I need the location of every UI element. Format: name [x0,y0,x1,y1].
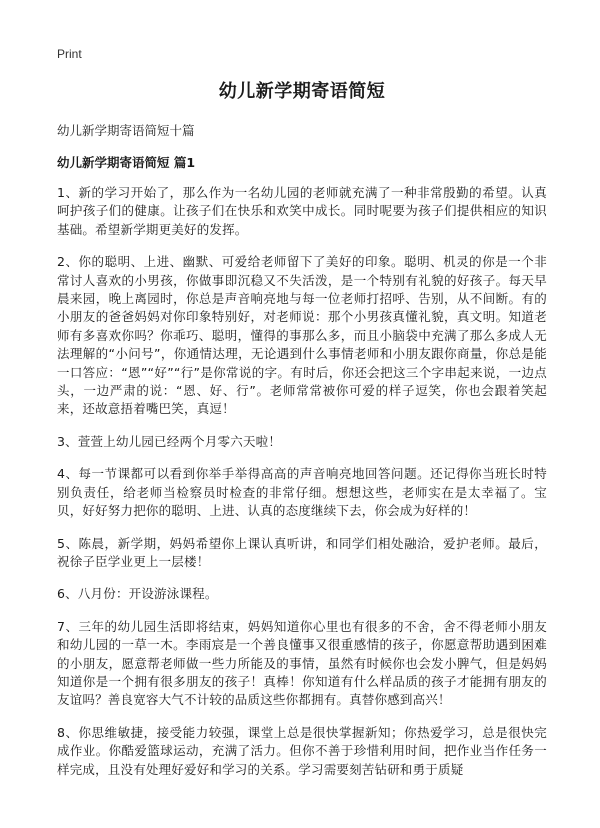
paragraph-1: 1、新的学习开始了，那么作为一名幼儿园的老师就充满了一种非常殷勤的希望。认真呵护孩子们的健康。让孩子们在快乐和欢笑中成长。同时呢要为孩子们提供相应的知识基础。希望新学期更美好的发挥。 [57,185,547,237]
paragraph-5: 5、陈晨，新学期，妈妈希望你上课认真听讲，和同学们相处融洽，爱护老师。最后，祝徐子臣学业更上一层楼！ [57,535,547,569]
section-heading: 幼儿新学期寄语简短 篇1 [57,155,196,170]
print-link[interactable]: Print [57,47,82,61]
paragraph-7: 7、三年的幼儿园生活即将结束，妈妈知道你心里也有很多的不舍，舍不得老师小朋友和幼儿园的一草一木。李雨宸是一个善良懂事又很重感情的孩子，你愿意帮助遇到困难的小朋友，愿意帮老师做一些力所能及的事情，虽然有时候你也会发小脾气，但是妈妈知道你是一个拥有很多朋友的孩子！真棒！你知道有什么样品质的孩子才能拥有朋友的友谊吗？善良宽容大气不计较的品质这些你都拥有。真替你感到高兴！ [57,618,547,708]
document-subtitle: 幼儿新学期寄语简短十篇 [57,123,195,138]
paragraph-4: 4、每一节课都可以看到你举手举得高高的声音响亮地回答问题。还记得你当班长时特别负责任，给老师当检察员时检查的非常仔细。想想这些，老师实在是太幸福了。宝贝，好好努力把你的聪明、上进、认真的态度继续下去，你会成为好样的！ [57,466,547,519]
paragraph-8: 8、你思维敏捷，接受能力较强，课堂上总是很快掌握新知；你热爱学习，总是很快完成作业。你酷爱篮球运动，充满了活力。但你不善于珍惜利用时间，把作业当作任务一样完成，且没有处理好爱好和学习的关系。学习需要刻苦钻研和勇于质疑 [57,724,547,777]
page-title: 幼儿新学期寄语简短 [218,81,386,102]
paragraph-6: 6、八月份：开设游泳课程。 [57,586,218,602]
document-body [57,72,547,779]
paragraph-3: 3、萱萱上幼儿园已经两个月零六天啦！ [57,433,282,449]
paragraph-2: 2、你的聪明、上进、幽默、可爱给老师留下了美好的印象。聪明、机灵的你是一个非常讨人喜欢的小男孩，你做事即沉稳又不失活泼，是一个特别有礼貌的好孩子。每天早晨来园，晚上离园时，你总是声音响亮地与每一位老师打招呼、告别，从不间断。有的小朋友的爸爸妈妈对你印象特别好，对老师说：那个小男孩真懂礼貌，真文明。知道老师有多喜欢你吗？你乖巧、聪明，懂得的事那么多，而且小脑袋中充满了那么多成人无法理解的“小问号”，你通情达理，无论遇到什么事情老师和小朋友跟你商量，你总是能一口答应：“恩”“好”“行”是你常说的字。有时后，你还会把这三个字串起来说，一边点头，一边严肃的说：“恩、好、行”。老师常常被你可爱的样子逗笑，你也会跟着笑起来，还故意捂着嘴巴笑，真逗！ [57,254,547,417]
